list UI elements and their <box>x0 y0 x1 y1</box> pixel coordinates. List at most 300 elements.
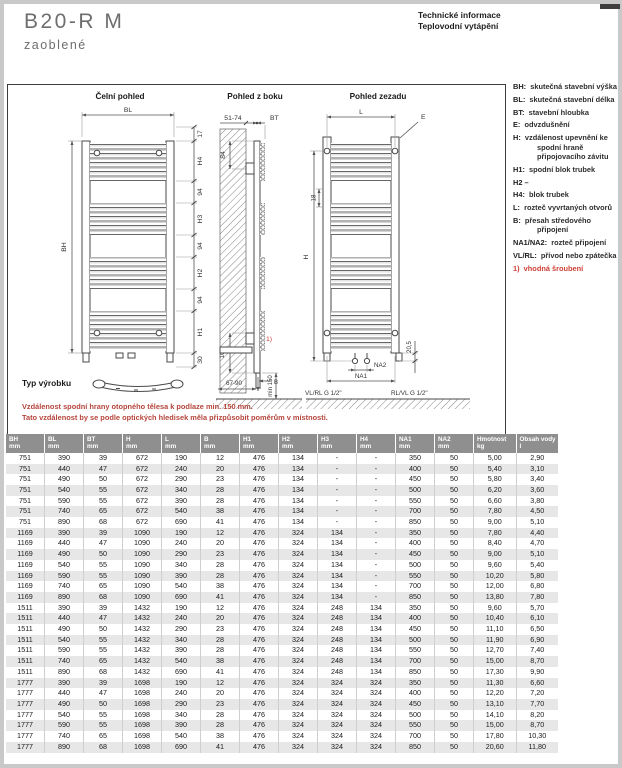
column-header: Hmotnost kg <box>474 434 517 453</box>
table-cell: 490 <box>45 624 84 635</box>
column-header: H mm <box>123 434 162 453</box>
table-cell: 50 <box>435 464 474 475</box>
table-cell: 1698 <box>123 742 162 753</box>
table-cell: 11,30 <box>474 678 517 689</box>
table-cell: 28 <box>201 635 240 646</box>
table-cell: 1432 <box>123 603 162 614</box>
table-cell: - <box>357 528 396 539</box>
table-cell: - <box>357 571 396 582</box>
table-cell: 6,50 <box>516 624 558 635</box>
column-header: BH mm <box>6 434 45 453</box>
table-cell: 400 <box>396 464 435 475</box>
table-cell: 50 <box>435 581 474 592</box>
column-header: BT mm <box>84 434 123 453</box>
table-cell: 1777 <box>17 688 33 698</box>
table-cell: 55 <box>84 560 123 571</box>
legend-term: H: <box>513 133 521 143</box>
table-cell: 55 <box>84 645 123 656</box>
table-row <box>6 688 558 699</box>
table-cell: 540 <box>45 485 84 496</box>
table-row <box>6 624 558 635</box>
table-cell: 324 <box>357 699 396 710</box>
table-cell: 476 <box>240 538 279 549</box>
side-view <box>216 115 302 409</box>
table-cell: 248 <box>318 613 357 624</box>
table-cell: 47 <box>84 538 123 549</box>
table-row <box>6 678 558 689</box>
table-cell: 50 <box>84 699 123 710</box>
table-cell: 28 <box>201 710 240 721</box>
table-cell: 7,80 <box>516 592 558 603</box>
table-cell: 476 <box>240 464 279 475</box>
table-row <box>6 581 558 592</box>
table-cell: 28 <box>201 560 240 571</box>
front-view <box>61 107 204 392</box>
table-cell: 50 <box>435 678 474 689</box>
legend-list <box>513 82 619 277</box>
table-cell: 50 <box>435 453 474 464</box>
table-cell: 324 <box>318 678 357 689</box>
table-row <box>6 528 558 539</box>
table-cell: 324 <box>279 710 318 721</box>
table-cell: 751 <box>19 474 31 484</box>
table-cell: 751 <box>19 484 31 494</box>
table-cell: 476 <box>240 474 279 485</box>
table-row <box>6 549 558 560</box>
table-cell: 476 <box>240 453 279 464</box>
table-cell: - <box>357 453 396 464</box>
table-cell: 400 <box>396 688 435 699</box>
table-row <box>6 464 558 475</box>
info-block <box>418 10 501 31</box>
table-cell: 38 <box>201 731 240 742</box>
legend-term: 1) <box>513 263 520 273</box>
table-cell: 15,00 <box>474 720 517 731</box>
table-cell: - <box>357 517 396 528</box>
table-cell: - <box>357 506 396 517</box>
legend-term: BL: <box>513 94 526 104</box>
table-cell: 1090 <box>123 528 162 539</box>
table-cell: 550 <box>396 645 435 656</box>
table-cell: 65 <box>84 506 123 517</box>
table-cell: 134 <box>318 560 357 571</box>
screw-icon <box>392 148 398 154</box>
note-line1: Vzdálenost spodní hrany otopného tělesa k podlaze min. 150 mm. <box>22 402 253 411</box>
table-cell: 134 <box>279 453 318 464</box>
table-cell: 324 <box>279 528 318 539</box>
table-cell: 190 <box>162 528 201 539</box>
table-cell: 6,60 <box>516 678 558 689</box>
table-cell: 500 <box>396 710 435 721</box>
legend-term: NA1/NA2: <box>513 238 548 248</box>
table-cell: 324 <box>279 560 318 571</box>
table-cell: 850 <box>396 742 435 753</box>
table-cell: 1432 <box>123 624 162 635</box>
table-cell: 50 <box>435 699 474 710</box>
table-cell: 5,10 <box>516 549 558 560</box>
rear-view-title: Pohled zezadu <box>349 92 407 101</box>
table-cell: 5,70 <box>516 603 558 614</box>
table-cell: 340 <box>162 710 201 721</box>
label-e: E <box>421 114 426 121</box>
table-cell: 13,80 <box>474 592 517 603</box>
table-cell: 490 <box>45 549 84 560</box>
table-cell: 1777 <box>17 731 33 741</box>
table-cell: 55 <box>84 720 123 731</box>
tube-bumps <box>260 203 265 235</box>
radiator-profile <box>254 141 260 373</box>
table-cell: 134 <box>357 645 396 656</box>
table-cell: 740 <box>45 656 84 667</box>
table-cell: 10,30 <box>516 731 558 742</box>
table-cell: 590 <box>45 496 84 507</box>
table-row <box>6 453 558 464</box>
table-cell: 68 <box>84 742 123 753</box>
table-cell: 50 <box>435 496 474 507</box>
table-cell: 134 <box>357 656 396 667</box>
table-cell: 5,10 <box>516 517 558 528</box>
dim-h2: H2 <box>197 268 204 278</box>
table-cell: 240 <box>162 688 201 699</box>
table-cell: 50 <box>435 517 474 528</box>
table-cell: 476 <box>240 603 279 614</box>
table-cell: 50 <box>435 688 474 699</box>
screw-icon <box>324 148 330 154</box>
floor-hatch <box>306 399 470 409</box>
table-cell: - <box>318 453 357 464</box>
table-cell: 476 <box>240 485 279 496</box>
dim-bh: BH <box>61 242 68 252</box>
table-cell: 248 <box>318 624 357 635</box>
table-cell: 340 <box>162 560 201 571</box>
table-cell: 450 <box>396 474 435 485</box>
dim-30: 30 <box>197 356 204 364</box>
dim-h1: H1 <box>197 327 204 337</box>
legend-item: E: odvzdušnění <box>513 120 570 130</box>
table-cell: 41 <box>201 517 240 528</box>
table-cell: 28 <box>201 485 240 496</box>
legend-term: L: <box>513 203 520 213</box>
table-cell: 8,40 <box>474 538 517 549</box>
table-cell: 65 <box>84 656 123 667</box>
legend-term: H1: <box>513 164 525 174</box>
legend-item: H: vzdálenost upevnění ke spodní hraně připojovacího závitu <box>513 133 609 161</box>
table-cell: - <box>318 517 357 528</box>
dim-20-5: 20,5 <box>407 341 413 353</box>
table-cell: 476 <box>240 496 279 507</box>
wall-bracket <box>246 333 254 344</box>
table-cell: 3,60 <box>516 485 558 496</box>
table-cell: 476 <box>240 742 279 753</box>
table-cell: 476 <box>240 506 279 517</box>
table-cell: 1777 <box>17 677 33 687</box>
column-header: B mm <box>201 434 240 453</box>
table-cell: 50 <box>435 656 474 667</box>
table-cell: 6,60 <box>474 496 517 507</box>
dim-94: 94 <box>197 242 204 250</box>
table-cell: 55 <box>84 710 123 721</box>
table-cell: 1169 <box>17 549 33 559</box>
table-cell: 5,00 <box>474 453 517 464</box>
table-cell: 20 <box>201 538 240 549</box>
table-cell: 390 <box>45 678 84 689</box>
table-cell: 540 <box>45 635 84 646</box>
table-cell: 248 <box>318 635 357 646</box>
table-cell: - <box>318 496 357 507</box>
table-cell: 50 <box>435 742 474 753</box>
table-cell: 324 <box>279 613 318 624</box>
table-cell: 340 <box>162 485 201 496</box>
table-cell: 50 <box>435 667 474 678</box>
table-cell: 476 <box>240 699 279 710</box>
tube-block <box>331 143 391 181</box>
dim-51-74: 51-74 <box>224 115 242 122</box>
table-cell: 1777 <box>17 698 33 708</box>
table-row <box>6 645 558 656</box>
table-row <box>6 506 558 517</box>
table-row <box>6 699 558 710</box>
table-cell: - <box>318 464 357 475</box>
table-cell: 50 <box>84 474 123 485</box>
table-cell: 7,40 <box>516 645 558 656</box>
table-cell: 134 <box>279 517 318 528</box>
table-cell: 134 <box>357 613 396 624</box>
table-cell: 20 <box>201 688 240 699</box>
table-cell: 1698 <box>123 710 162 721</box>
table-cell: 324 <box>318 731 357 742</box>
connection-pipe <box>364 358 369 363</box>
table-cell: 672 <box>123 496 162 507</box>
legend-item: L: rozteč vyvrtaných otvorů <box>513 203 612 213</box>
table-cell: 476 <box>240 656 279 667</box>
table-cell: 23 <box>201 549 240 560</box>
table-cell: 324 <box>279 742 318 753</box>
table-cell: 1432 <box>123 645 162 656</box>
table-cell: 134 <box>279 485 318 496</box>
table-cell: 1777 <box>17 709 33 719</box>
table-header <box>6 434 558 453</box>
table-cell: 540 <box>162 581 201 592</box>
tube-bumps <box>260 257 265 289</box>
table-cell: 65 <box>84 581 123 592</box>
table-cell: 1698 <box>123 720 162 731</box>
label-vl-rl: VL/RL G 1/2" <box>305 390 342 397</box>
legend-item <box>513 178 619 187</box>
table-row <box>6 517 558 528</box>
table-cell: 39 <box>84 603 123 614</box>
table-row <box>6 667 558 678</box>
table-cell: 324 <box>279 731 318 742</box>
table-cell: 850 <box>396 667 435 678</box>
table-cell: 1777 <box>17 720 33 730</box>
table-cell: 134 <box>357 624 396 635</box>
table-cell: 134 <box>357 667 396 678</box>
table-cell: 134 <box>279 496 318 507</box>
table-cell: 390 <box>162 496 201 507</box>
table-cell: 5,80 <box>474 474 517 485</box>
table-cell: 890 <box>45 742 84 753</box>
table-cell: 1698 <box>123 688 162 699</box>
table-cell: 12,70 <box>474 645 517 656</box>
table-cell: 350 <box>396 678 435 689</box>
rear-view <box>303 109 470 409</box>
table-cell: 1511 <box>17 634 33 644</box>
table-cell: 12,00 <box>474 581 517 592</box>
table-cell: 3,80 <box>516 496 558 507</box>
table-cell: 50 <box>435 474 474 485</box>
table-cell: 7,20 <box>516 688 558 699</box>
table-cell: 55 <box>84 496 123 507</box>
table-cell: 9,00 <box>474 517 517 528</box>
ref-1-mark: 1) <box>266 336 273 343</box>
tube-block-h4 <box>90 143 166 181</box>
table-cell: 3,10 <box>516 464 558 475</box>
tube-block-h3 <box>90 203 166 235</box>
table-cell: 550 <box>396 571 435 582</box>
screw-icon <box>392 330 398 336</box>
table-cell: 540 <box>45 710 84 721</box>
table-cell: 700 <box>396 506 435 517</box>
column-header: H1 mm <box>240 434 279 453</box>
table-cell: 476 <box>240 667 279 678</box>
product-type-label: Typ výrobku <box>22 378 72 388</box>
table-cell: 190 <box>162 603 201 614</box>
legend-term: VL/RL: <box>513 250 537 260</box>
dim-18: 18 <box>311 194 318 202</box>
table-cell: 1169 <box>17 570 33 580</box>
table-cell: 50 <box>435 571 474 582</box>
table-cell: 20,60 <box>474 742 517 753</box>
table-cell: 751 <box>19 452 31 462</box>
table-cell: 134 <box>318 549 357 560</box>
table-cell: 540 <box>162 506 201 517</box>
table-cell: 7,80 <box>474 506 517 517</box>
table-cell: 47 <box>84 464 123 475</box>
table-cell: 1090 <box>123 560 162 571</box>
table-cell: 6,20 <box>474 485 517 496</box>
table-cell: 390 <box>45 453 84 464</box>
dim-h4: H4 <box>197 156 204 166</box>
table-cell: 12 <box>201 678 240 689</box>
table-cell: 6,90 <box>516 635 558 646</box>
table-cell: 324 <box>279 720 318 731</box>
legend-term: E: <box>513 120 521 130</box>
table-cell: 39 <box>84 453 123 464</box>
table-cell: 590 <box>45 645 84 656</box>
table-cell: 134 <box>318 581 357 592</box>
table-cell: 9,60 <box>474 560 517 571</box>
legend-term: BT: <box>513 107 525 117</box>
table-row <box>6 496 558 507</box>
table-cell: 324 <box>318 699 357 710</box>
table-cell: 28 <box>201 571 240 582</box>
table-cell: 38 <box>201 581 240 592</box>
table-cell: - <box>318 485 357 496</box>
table-cell: 38 <box>201 656 240 667</box>
table-cell: 47 <box>84 688 123 699</box>
table-cell: 38 <box>201 506 240 517</box>
table-cell: 1511 <box>17 613 33 623</box>
table-row <box>6 571 558 582</box>
tube-bumps <box>260 311 265 351</box>
table-cell: 540 <box>162 731 201 742</box>
table-cell: 28 <box>201 645 240 656</box>
table-cell: 476 <box>240 635 279 646</box>
table-cell: 1777 <box>17 741 33 751</box>
table-cell: 1432 <box>123 635 162 646</box>
dim-h3: H3 <box>197 214 204 224</box>
table-cell: 50 <box>435 592 474 603</box>
table-cell: 476 <box>240 645 279 656</box>
table-cell: - <box>357 474 396 485</box>
table-cell: 850 <box>396 517 435 528</box>
legend-term: H4: <box>513 190 525 200</box>
table-cell: 1511 <box>17 645 33 655</box>
table-cell: 324 <box>279 592 318 603</box>
table-cell: 41 <box>201 592 240 603</box>
table-cell: 68 <box>84 592 123 603</box>
table-cell: 850 <box>396 592 435 603</box>
table-cell: 65 <box>84 731 123 742</box>
table-cell: 540 <box>45 560 84 571</box>
table-cell: 476 <box>240 731 279 742</box>
table-cell: 9,60 <box>474 603 517 614</box>
tube-bumps <box>260 143 265 181</box>
table-cell: 8,70 <box>516 656 558 667</box>
table-cell: 23 <box>201 699 240 710</box>
table-cell: 55 <box>84 635 123 646</box>
table-cell: 1432 <box>123 656 162 667</box>
table-cell: 672 <box>123 485 162 496</box>
table-cell: 3,40 <box>516 474 558 485</box>
table-cell: 134 <box>279 474 318 485</box>
table-cell: 12,20 <box>474 688 517 699</box>
side-view-title: Pohled z boku <box>227 92 283 101</box>
table-cell: 476 <box>240 581 279 592</box>
table-cell: 5,40 <box>516 560 558 571</box>
legend-item: BH: skutečná stavební výška <box>513 82 617 91</box>
dim-bt: BT <box>270 115 279 122</box>
table-cell: 240 <box>162 538 201 549</box>
table-cell: 324 <box>279 635 318 646</box>
table-cell: 476 <box>240 710 279 721</box>
table-cell: - <box>357 581 396 592</box>
table-cell: 248 <box>318 656 357 667</box>
table-cell: 476 <box>240 549 279 560</box>
table-cell: 13,10 <box>474 699 517 710</box>
table-cell: 476 <box>240 517 279 528</box>
table-cell: 550 <box>396 496 435 507</box>
table-cell: 324 <box>357 720 396 731</box>
table-cell: 290 <box>162 474 201 485</box>
table-cell: 134 <box>279 464 318 475</box>
table-cell: 440 <box>45 464 84 475</box>
table-cell: 324 <box>357 731 396 742</box>
table-cell: 350 <box>396 603 435 614</box>
table-cell: 690 <box>162 592 201 603</box>
table-cell: 190 <box>162 678 201 689</box>
table-cell: 41 <box>201 667 240 678</box>
table-cell: - <box>357 560 396 571</box>
legend-item: BL: skutečná stavební délka <box>513 94 615 104</box>
table-cell: 400 <box>396 613 435 624</box>
table-cell: 50 <box>435 720 474 731</box>
table-cell: 440 <box>45 538 84 549</box>
table-cell: 690 <box>162 667 201 678</box>
table-cell: 11,80 <box>516 742 558 753</box>
table-cell: 1090 <box>123 571 162 582</box>
table-row <box>6 710 558 721</box>
